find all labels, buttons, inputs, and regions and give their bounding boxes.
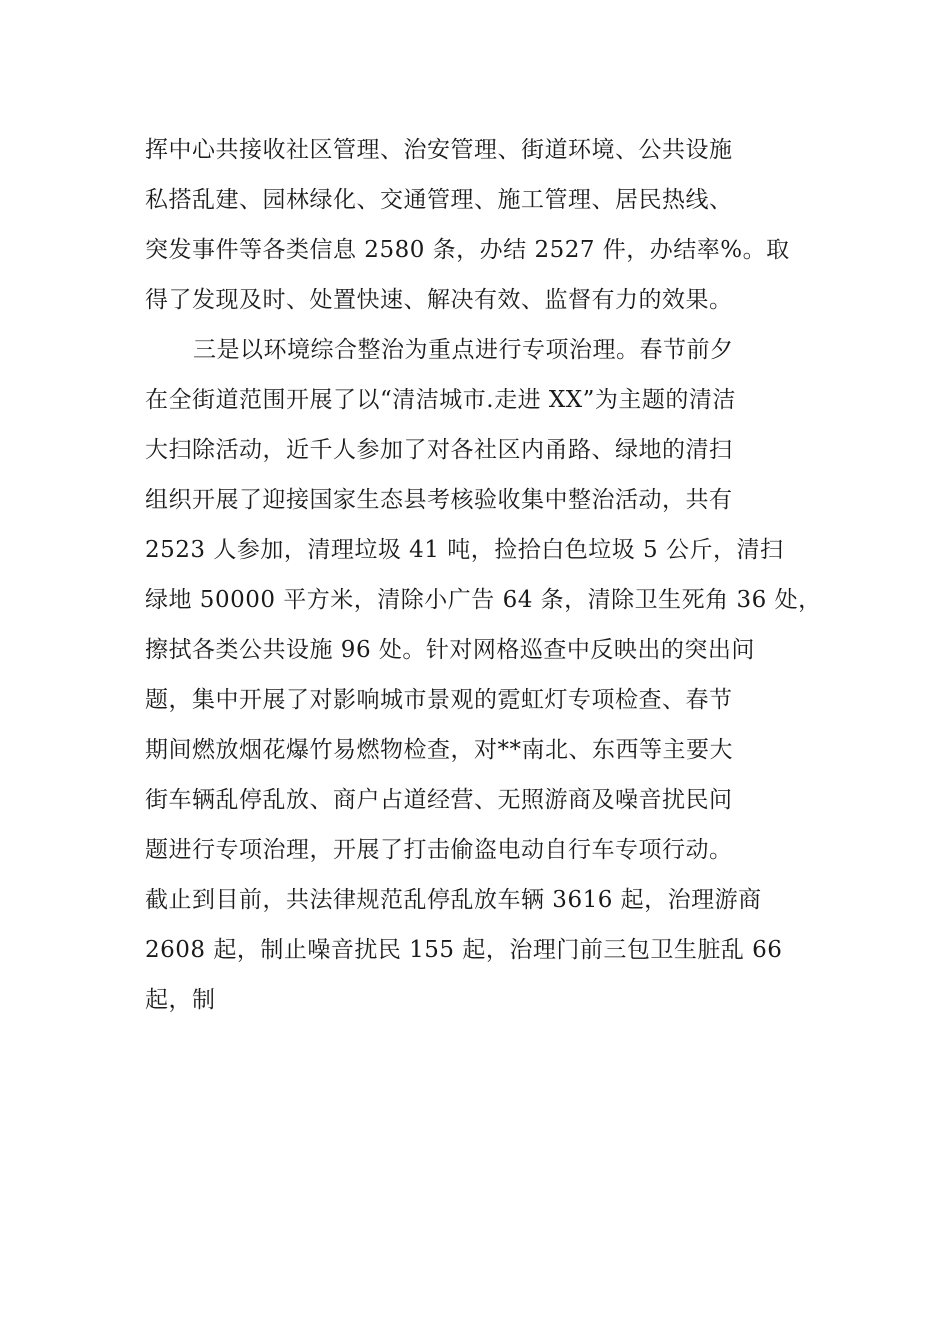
- text-line: 2523 人参加，清理垃圾 41 吨，捡拾白色垃圾 5 公斤，清扫: [145, 537, 784, 563]
- text-line: 私搭乱建、园林绿化、交通管理、施工管理、居民热线、: [145, 187, 733, 213]
- text-line: 大扫除活动，近千人参加了对各社区内甬路、绿地的清扫: [145, 437, 733, 463]
- text-line: 绿地 50000 平方米，清除小广告 64 条，清除卫生死角 36 处，: [145, 587, 822, 613]
- text-line: 题，集中开展了对影响城市景观的霓虹灯专项检查、春节: [145, 687, 733, 713]
- text-line: 突发事件等各类信息 2580 条，办结 2527 件，办结率%。取: [145, 237, 790, 263]
- text-line: 2608 起，制止噪音扰民 155 起，治理门前三包卫生脏乱 66: [145, 937, 783, 963]
- text-line: 期间燃放烟花爆竹易燃物检查，对**南北、东西等主要大: [145, 737, 733, 763]
- text-line: 起，制: [145, 987, 216, 1013]
- text-line: 擦拭各类公共设施 96 处。针对网格巡查中反映出的突出问: [145, 637, 755, 663]
- text-line: 在全街道范围开展了以“清洁城市.走进 XX”为主题的清洁: [145, 387, 736, 413]
- text-line: 截止到目前，共法律规范乱停乱放车辆 3616 起，治理游商: [145, 887, 762, 913]
- text-line: 街车辆乱停乱放、商户占道经营、无照游商及噪音扰民问: [145, 787, 733, 813]
- text-line: 挥中心共接收社区管理、治安管理、街道环境、公共设施: [145, 137, 733, 163]
- text-line: 题进行专项治理，开展了打击偷盗电动自行车专项行动。: [145, 837, 733, 863]
- text-line: 得了发现及时、处置快速、解决有效、监督有力的效果。: [145, 287, 733, 313]
- text-line: 组织开展了迎接国家生态县考核验收集中整治活动，共有: [145, 487, 733, 513]
- paragraph-start-line: 三是以环境综合整治为重点进行专项治理。春节前夕: [193, 337, 734, 363]
